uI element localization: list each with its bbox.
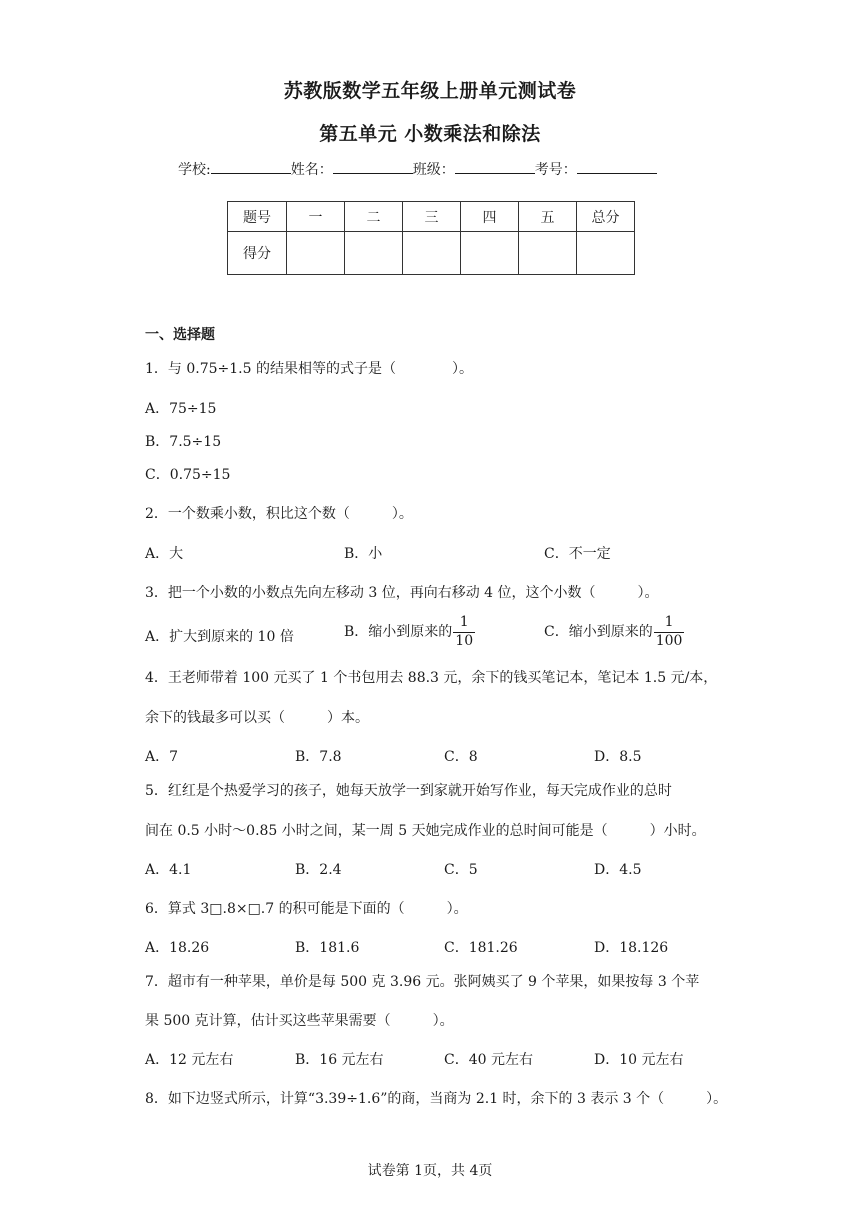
score-table-col-2: 二 xyxy=(345,202,403,232)
fraction-numerator: 1 xyxy=(654,614,685,633)
q2-option-a[interactable]: A．大 xyxy=(145,546,184,562)
score-table-col-total: 总分 xyxy=(577,202,635,232)
q6-option-b[interactable]: B．181.6 xyxy=(295,940,360,956)
score-table-col-5: 五 xyxy=(519,202,577,232)
q3-option-b[interactable] xyxy=(344,614,475,650)
score-table-score-row xyxy=(228,232,635,275)
fraction-numerator: 1 xyxy=(453,614,475,633)
q4-option-c[interactable]: C．8 xyxy=(444,749,478,765)
q5-option-d[interactable]: D．4.5 xyxy=(594,862,642,878)
number-blank[interactable] xyxy=(577,159,657,174)
question-1: 1．与 0.75÷1.5 的结果相等的式子是（ ）。 xyxy=(145,361,473,377)
q7-option-d[interactable]: D．10 元左右 xyxy=(594,1052,684,1068)
q2-option-c[interactable]: C．不一定 xyxy=(544,546,611,562)
fraction-one-hundredth xyxy=(654,614,685,650)
section-title: 一、选择题 xyxy=(145,327,215,343)
q2-option-b[interactable]: B．小 xyxy=(344,546,383,562)
fraction-one-tenth xyxy=(453,614,475,650)
q3-option-a[interactable]: A．扩大到原来的 10 倍 xyxy=(145,629,294,645)
score-table-col-4: 四 xyxy=(461,202,519,232)
question-4-line-2: 余下的钱最多可以买（ ）本。 xyxy=(145,710,369,726)
q7-option-b[interactable]: B．16 元左右 xyxy=(295,1052,384,1068)
score-table-col-3: 三 xyxy=(403,202,461,232)
q7-option-c[interactable]: C．40 元左右 xyxy=(444,1052,533,1068)
score-cell-total[interactable] xyxy=(577,232,635,275)
student-info-line xyxy=(178,159,657,179)
school-label: 学校: xyxy=(178,162,211,178)
question-6: 6．算式 3□.8×□.7 的积可能是下面的（ ）。 xyxy=(145,901,468,917)
question-3: 3．把一个小数的小数点先向左移动 3 位，再向右移动 4 位，这个小数（ ）。 xyxy=(145,585,659,601)
fraction-denominator: 10 xyxy=(455,632,474,649)
q6-option-a[interactable]: A．18.26 xyxy=(145,940,210,956)
score-cell-2[interactable] xyxy=(345,232,403,275)
q4-option-b[interactable]: B．7.8 xyxy=(295,749,342,765)
q1-option-a[interactable]: A．75÷15 xyxy=(145,401,217,417)
score-table-header-label: 题号 xyxy=(228,202,287,232)
score-cell-3[interactable] xyxy=(403,232,461,275)
fraction-denominator: 100 xyxy=(655,632,683,649)
score-table-header-row xyxy=(228,202,635,232)
q3-option-c[interactable] xyxy=(544,614,684,650)
question-5-line-2: 间在 0.5 小时～0.85 小时之间，某一周 5 天她完成作业的总时间可能是（ ）小时。 xyxy=(145,823,706,839)
question-4-line-1: 4．王老师带着 100 元买了 1 个书包用去 88.3 元，余下的钱买笔记本，笔记本 1.5 元/本， xyxy=(145,670,718,686)
q4-option-a[interactable]: A．7 xyxy=(145,749,179,765)
question-8: 8．如下边竖式所示，计算“3.39÷1.6”的商，当商为 2.1 时，余下的 3 表示 3 个（ ）。 xyxy=(145,1091,728,1107)
q4-option-d[interactable]: D．8.5 xyxy=(594,749,642,765)
q5-option-b[interactable]: B．2.4 xyxy=(295,862,342,878)
q5-option-a[interactable]: A．4.1 xyxy=(145,862,192,878)
name-blank[interactable] xyxy=(333,159,413,174)
question-5-line-1: 5．红红是个热爱学习的孩子，她每天放学一到家就开始写作业，每天完成作业的总时 xyxy=(145,783,672,799)
page-footer: 试卷第 1页，共 4页 xyxy=(367,1163,493,1179)
score-cell-1[interactable] xyxy=(287,232,345,275)
score-table xyxy=(227,201,635,275)
q1-option-b[interactable]: B．7.5÷15 xyxy=(145,434,222,450)
school-blank[interactable] xyxy=(211,159,291,174)
score-table-row-label: 得分 xyxy=(228,232,287,275)
exam-title: 苏教版数学五年级上册单元测试卷 xyxy=(283,80,577,102)
question-2: 2．一个数乘小数，积比这个数（ ）。 xyxy=(145,506,413,522)
q1-option-c[interactable]: C．0.75÷15 xyxy=(145,467,231,483)
question-7-line-1: 7．超市有一种苹果，单价是每 500 克 3.96 元。张阿姨买了 9 个苹果，如果按每 3 个苹 xyxy=(145,974,700,990)
exam-subtitle: 第五单元 小数乘法和除法 xyxy=(319,123,541,145)
class-label: 班级： xyxy=(412,162,455,178)
name-label: 姓名： xyxy=(290,162,333,178)
number-label: 考号： xyxy=(534,162,577,178)
class-blank[interactable] xyxy=(455,159,535,174)
q6-option-c[interactable]: C．181.26 xyxy=(444,940,518,956)
q3-option-b-text: B．缩小到原来的 xyxy=(344,624,453,640)
score-table-col-1: 一 xyxy=(287,202,345,232)
score-cell-5[interactable] xyxy=(519,232,577,275)
question-7-line-2: 果 500 克计算，估计买这些苹果需要（ ）。 xyxy=(145,1013,454,1029)
q6-option-d[interactable]: D．18.126 xyxy=(594,940,669,956)
q7-option-a[interactable]: A．12 元左右 xyxy=(145,1052,234,1068)
q3-option-c-text: C．缩小到原来的 xyxy=(544,624,653,640)
q5-option-c[interactable]: C．5 xyxy=(444,862,478,878)
score-cell-4[interactable] xyxy=(461,232,519,275)
